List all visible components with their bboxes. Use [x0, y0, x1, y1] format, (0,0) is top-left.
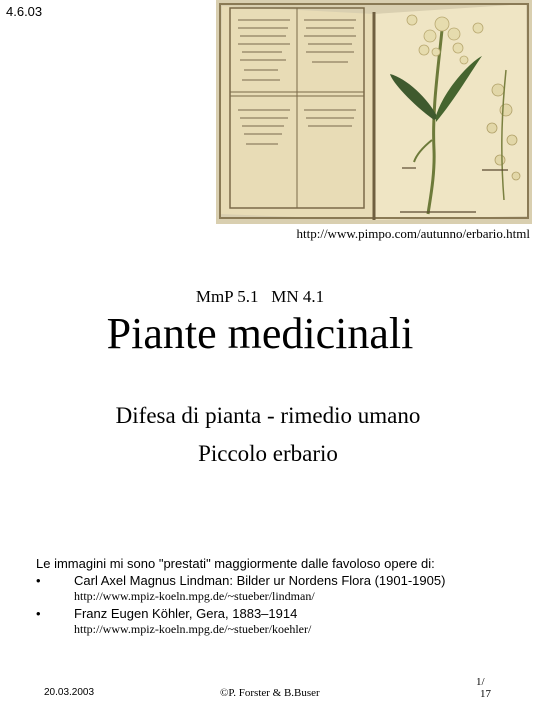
credit-text: Franz Eugen Köhler, Gera, 1883–1914 [74, 606, 298, 621]
credit-item [36, 573, 516, 604]
credits-section [36, 556, 516, 637]
footer-author: ©P. Forster & B.Buser [220, 687, 320, 699]
image-source-url: http://www.pimpo.com/autunno/erbario.html [296, 226, 530, 241]
credit-text: Carl Axel Magnus Lindman: Bilder ur Nordens Flora (1901-1905) [74, 573, 446, 588]
slide-subtitle-1: Difesa di pianta - rimedio umano [115, 403, 421, 428]
version-label: 4.6.03 [6, 4, 43, 19]
herbarium-book-image [216, 0, 532, 224]
credit-url[interactable]: http://www.mpiz-koeln.mpg.de/~stueber/koehler/ [74, 622, 312, 636]
slide-codes: MmP 5.1 MN 4.1 [195, 287, 325, 306]
footer-date: 20.03.2003 [44, 687, 95, 698]
slide-subtitle-2: Piccolo erbario [198, 441, 338, 466]
page-current: 1/ [476, 676, 485, 688]
slide-title: Piante medicinali [106, 309, 414, 358]
credit-url[interactable]: http://www.mpiz-koeln.mpg.de/~stueber/lindman/ [74, 589, 315, 603]
page-total: 17 [480, 688, 491, 700]
credit-item [36, 606, 516, 637]
bullet-icon: • [36, 573, 41, 588]
credits-intro: Le immagini mi sono "prestati" maggiormente dalle favoloso opere di: [36, 556, 435, 571]
bullet-icon: • [36, 606, 41, 621]
page-number [476, 676, 491, 700]
